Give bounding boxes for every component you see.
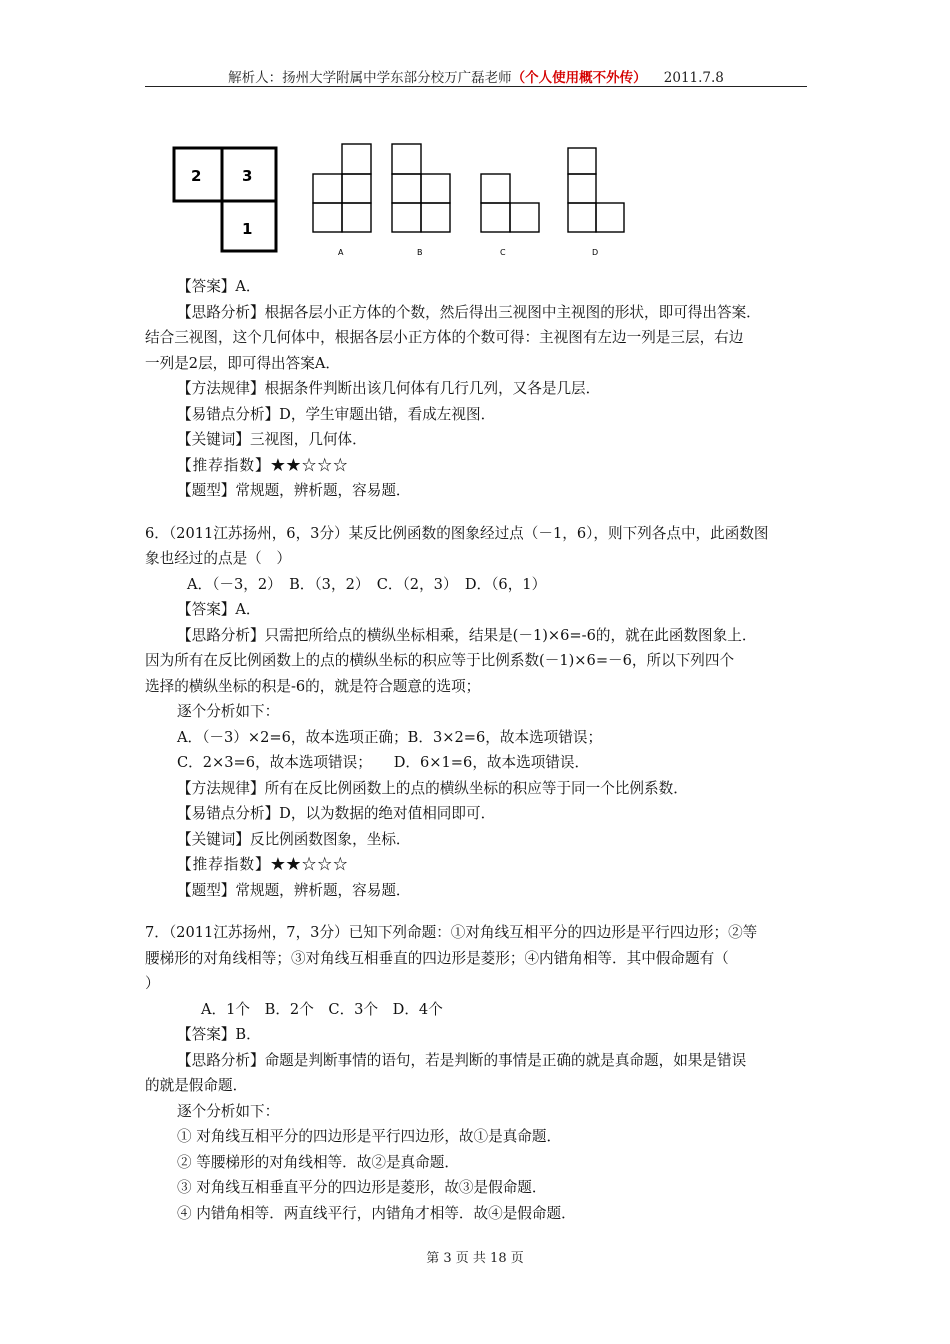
question-7 bbox=[145, 920, 807, 1226]
option-label: C bbox=[500, 248, 506, 257]
page-footer: 第 3 页 共 18 页 bbox=[426, 1251, 524, 1266]
option-d-view bbox=[568, 148, 624, 232]
error-line: 【易错点分析】D，以为数据的绝对值相同即可． bbox=[177, 805, 496, 822]
step-line: A．（－3）×2=6，故本选项正确；B．3×2=6，故本选项错误； bbox=[177, 728, 603, 746]
question-stem: 6．（2011江苏扬州，6，3分）某反比例函数的图象经过点（－1，6），则下列各点中，此函数图 bbox=[145, 524, 769, 542]
question-5-solution bbox=[145, 274, 807, 504]
method-line: 【方法规律】根据条件判断出该几何体有几行几列，又各是几层． bbox=[177, 380, 601, 397]
top-view-number: 2 bbox=[191, 167, 202, 185]
question-options: A．（－3，2） B．（3，2） C．（2，3） D．（6，1） bbox=[187, 575, 547, 593]
error-line: 【易错点分析】D，学生审题出错，看成左视图． bbox=[177, 405, 496, 423]
analysis-line: 【思路分析】只需把所给点的横纵坐标相乘，结果是(－1)×6=-6的，就在此函数图象上． bbox=[177, 626, 757, 644]
step-line: C．2×3=6，故本选项错误； D．6×1=6，故本选项错误． bbox=[177, 754, 590, 771]
question-stem: 7．（2011江苏扬州，7，3分）已知下列命题：①对角线互相平分的四边形是平行四边形；②等 bbox=[145, 924, 758, 941]
step-intro: 逐个分析如下： bbox=[177, 1102, 280, 1120]
option-b-view bbox=[392, 144, 450, 232]
analysis-line: 【思路分析】根据各层小正方体的个数，然后得出三视图中主视图的形状，即可得出答案． bbox=[177, 303, 761, 321]
rating-line: 【推荐指数】★★☆☆☆ bbox=[177, 856, 349, 873]
analysis-line: 因为所有在反比例函数上的点的横纵坐标的积应等于比例系数(－1)×6=－6，所以下列四个 bbox=[145, 652, 735, 669]
header-notice: （个人使用概不外传） bbox=[511, 70, 647, 86]
keywords-line: 【关键词】反比例函数图象，坐标． bbox=[177, 830, 411, 848]
question-6 bbox=[145, 521, 807, 904]
keywords-line: 【关键词】三视图，几何体． bbox=[177, 431, 367, 448]
top-view-number: 3 bbox=[242, 167, 253, 185]
answer-line: 【答案】B． bbox=[177, 1026, 261, 1043]
header-date: 2011.7.8 bbox=[663, 70, 724, 86]
three-view-figure bbox=[160, 138, 660, 268]
option-a-view bbox=[313, 144, 371, 232]
analysis-line: 【思路分析】命题是判断事情的语句，若是判断的事情是正确的就是真命题，如果是错误 bbox=[177, 1051, 747, 1069]
step-line: ③ 对角线互相垂直平分的四边形是菱形，故③是假命题． bbox=[177, 1179, 547, 1196]
type-line: 【题型】常规题，辨析题，容易题． bbox=[177, 482, 411, 499]
header-rule bbox=[145, 86, 807, 87]
rating-line: 【推荐指数】★★☆☆☆ bbox=[177, 456, 349, 474]
step-line: ② 等腰梯形的对角线相等．故②是真命题． bbox=[177, 1153, 459, 1171]
analysis-line: 选择的横纵坐标的积是-6的，就是符合题意的选项； bbox=[145, 677, 481, 695]
question-options: A．1个 B．2个 C．3个 D．4个 bbox=[201, 1000, 443, 1018]
option-c-view bbox=[481, 174, 539, 232]
answer-line: 【答案】A． bbox=[177, 601, 261, 618]
answer-line: 【答案】A． bbox=[177, 278, 261, 295]
question-stem: 腰梯形的对角线相等；③对角线互相垂直的四边形是菱形；④内错角相等．其中假命题有（ bbox=[145, 949, 729, 967]
top-view-number: 1 bbox=[242, 220, 253, 238]
step-line: ④ 内错角相等．两直线平行，内错角才相等．故④是假命题． bbox=[177, 1204, 576, 1222]
question-stem: 象也经过的点是（ ） bbox=[145, 550, 291, 567]
page-header bbox=[145, 66, 807, 86]
question-stem: ） bbox=[145, 975, 160, 992]
type-line: 【题型】常规题，辨析题，容易题． bbox=[177, 881, 411, 899]
option-label: A bbox=[338, 248, 344, 257]
analysis-line: 的就是假命题． bbox=[145, 1077, 248, 1094]
analysis-line: 一列是2层，即可得出答案A． bbox=[145, 354, 340, 372]
method-line: 【方法规律】所有在反比例函数上的点的横纵坐标的积应等于同一个比例系数． bbox=[177, 779, 688, 797]
option-label: B bbox=[417, 248, 423, 257]
step-line: ① 对角线互相平分的四边形是平行四边形，故①是真命题． bbox=[177, 1128, 562, 1145]
page-content bbox=[145, 274, 807, 1226]
step-intro: 逐个分析如下： bbox=[177, 703, 280, 720]
header-author: 解析人：扬州大学附属中学东部分校万广磊老师 bbox=[228, 70, 512, 86]
analysis-line: 结合三视图，这个几何体中，根据各层小正方体的个数可得：主视图有左边一列是三层，右边 bbox=[145, 329, 744, 346]
top-view bbox=[174, 148, 276, 251]
option-label: D bbox=[592, 248, 599, 257]
